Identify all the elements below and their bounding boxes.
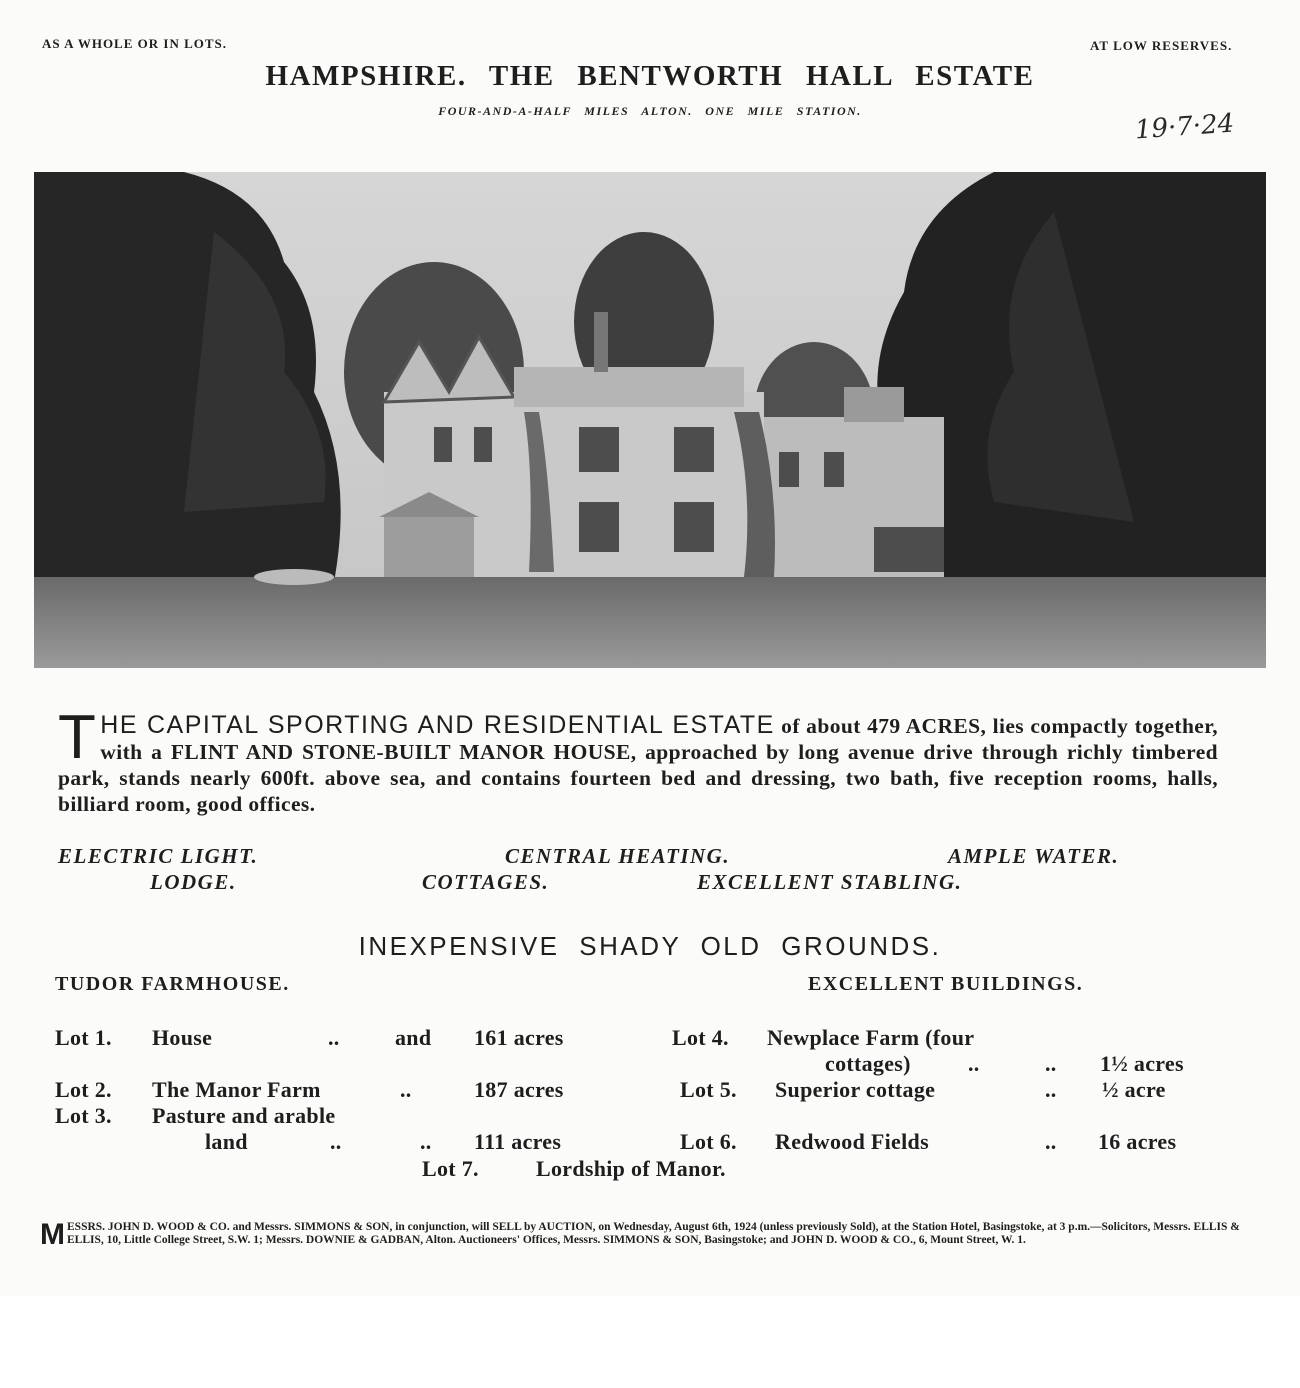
auction-notice-dropcap: M: [40, 1218, 65, 1251]
lot-6-leader: ..: [1045, 1129, 1057, 1154]
lot-7-name: Lordship of Manor.: [536, 1156, 726, 1181]
tudor-farmhouse-note: TUDOR FARMHOUSE.: [55, 973, 290, 995]
lot-3-leader: ..: [330, 1129, 342, 1154]
lot-2-label: Lot 2.: [55, 1077, 112, 1102]
lot-3-name: Pasture and arable: [152, 1103, 336, 1128]
grounds-heading: INEXPENSIVE SHADY OLD GROUNDS.: [358, 931, 942, 961]
lot-1-conjunction: and: [395, 1025, 432, 1050]
lot-3-area: 111 acres: [474, 1129, 562, 1154]
lot-2-name: The Manor Farm: [152, 1077, 321, 1102]
lot-2-leader: ..: [400, 1077, 412, 1102]
lot-5-label: Lot 5.: [680, 1077, 737, 1102]
feature-lodge: LODGE.: [150, 870, 237, 894]
feature-ample-water: AMPLE WATER.: [948, 844, 1120, 868]
sale-terms-note: AS A WHOLE OR IN LOTS.: [42, 36, 228, 51]
lot-7-label: Lot 7.: [422, 1156, 479, 1181]
lot-5-name: Superior cottage: [775, 1077, 936, 1102]
auction-notice: [40, 1218, 1275, 1251]
description-dropcap: T: [58, 703, 97, 772]
lot-3-label: Lot 3.: [55, 1103, 112, 1128]
feature-electric-light: ELECTRIC LIGHT.: [58, 844, 259, 868]
estate-title: HAMPSHIRE. THE BENTWORTH HALL ESTATE: [265, 60, 1035, 92]
lot-2-area: 187 acres: [474, 1077, 564, 1102]
description-text: of about 479 ACRES, lies compactly together, with a FLINT AND STONE-BUILT MANOR HOUSE, approached by long avenue drive through richly timbered park, stands nearly 600ft. above sea, and contains fourteen bed and dressing, two bath, five reception rooms, halls, billiard room, good offices.: [58, 714, 1218, 816]
lot-3-name-continued: land: [205, 1129, 248, 1154]
lot-5-area: ½ acre: [1102, 1077, 1166, 1102]
lot-6-name: Redwood Fields: [775, 1129, 929, 1154]
lot-4-name: Newplace Farm (four: [767, 1025, 975, 1050]
lot-6-label: Lot 6.: [680, 1129, 737, 1154]
lot-5-leader: ..: [1045, 1077, 1057, 1102]
lot-3-leader-2: ..: [420, 1129, 432, 1154]
manor-house-photo: [34, 172, 1266, 668]
feature-stabling: EXCELLENT STABLING.: [697, 870, 963, 894]
excellent-buildings-note: EXCELLENT BUILDINGS.: [808, 973, 1084, 995]
lot-4-area: 1½ acres: [1100, 1051, 1184, 1076]
lot-1-leader: ..: [328, 1025, 340, 1050]
estate-description: [58, 703, 1218, 817]
handwritten-date: 19·7·24: [1134, 108, 1236, 146]
location-subtitle: FOUR-AND-A-HALF MILES ALTON. ONE MILE STATION.: [438, 104, 862, 118]
feature-central-heating: CENTRAL HEATING.: [505, 844, 731, 868]
lot-1-label: Lot 1.: [55, 1025, 112, 1050]
lot-1-area: 161 acres: [474, 1025, 564, 1050]
lot-4-label: Lot 4.: [672, 1025, 729, 1050]
lot-4-leader-2: ..: [1045, 1051, 1057, 1076]
description-lead: HE CAPITAL SPORTING AND RESIDENTIAL ESTATE: [100, 711, 775, 739]
lot-4-leader: ..: [968, 1051, 980, 1076]
lot-4-name-continued: cottages): [825, 1051, 911, 1076]
feature-cottages: COTTAGES.: [422, 870, 550, 894]
lot-6-area: 16 acres: [1098, 1129, 1177, 1154]
auction-notice-text: ESSRS. JOHN D. WOOD & CO. and Messrs. SIMMONS & SON, in conjunction, will SELL by AUCTION, on Wednesday, August 6th, 1924 (unless previously Sold), at the Station Hotel, Basingstoke, at 3 p.m.—Solicitors, Messrs. ELLIS & ELLIS, 10, Little College Street, S.W. 1; Messrs. DOWNIE & GADBAN, Alton. Auctioneers' Offices, Messrs. SIMMONS & SON, Basingstoke; and JOHN D. WOOD & CO., 6, Mount Street, W. 1.: [67, 1221, 1240, 1246]
lot-1-name: House: [152, 1025, 213, 1050]
reserves-note: AT LOW RESERVES.: [1090, 38, 1233, 53]
